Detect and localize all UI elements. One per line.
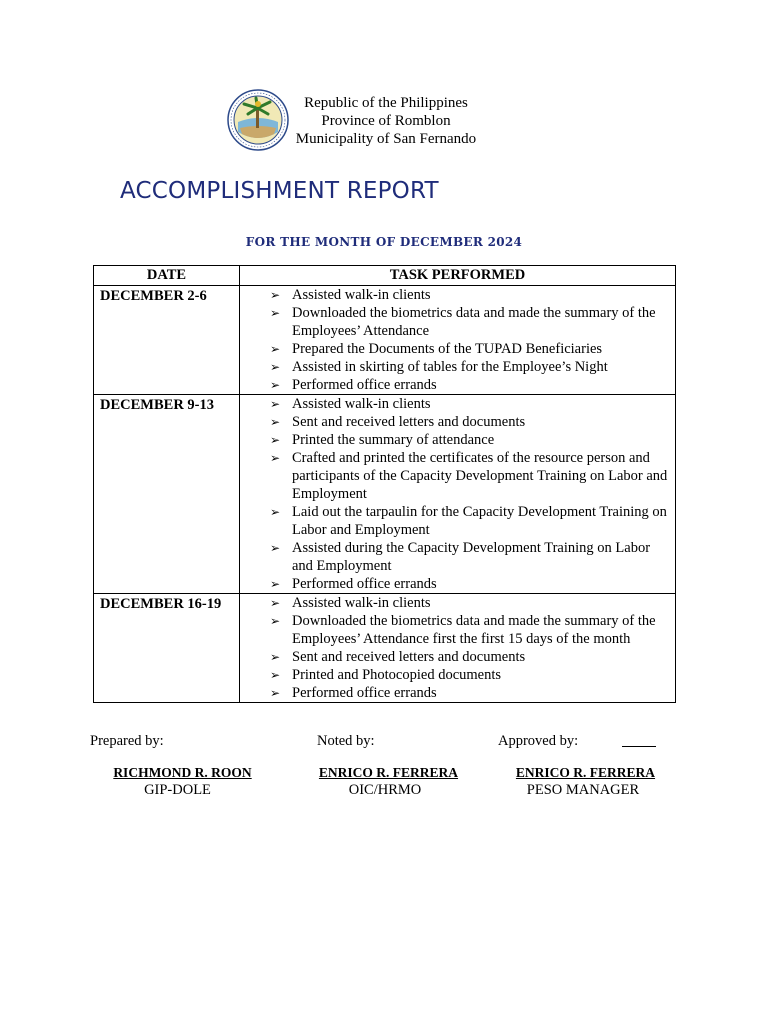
arrow-bullet-icon: ➢ — [270, 306, 281, 320]
signature-blank-line — [622, 746, 656, 747]
report-title: ACCOMPLISHMENT REPORT — [120, 178, 439, 204]
task-text: Sent and received letters and documents — [292, 414, 526, 430]
report-subtitle: FOR THE MONTH OF DECEMBER 2024 — [245, 235, 523, 249]
government-header-lines — [286, 94, 486, 148]
row-tasks — [240, 286, 676, 395]
list-item — [270, 304, 671, 340]
row-tasks — [240, 594, 676, 703]
task-text: Assisted walk-in clients — [292, 396, 431, 412]
list-item — [270, 395, 671, 413]
approved-by-name: ENRICO R. FERRERA — [515, 765, 656, 780]
municipal-seal-icon — [226, 88, 290, 152]
list-item — [270, 594, 671, 612]
task-text: Sent and received letters and documents — [292, 649, 526, 665]
arrow-bullet-icon: ➢ — [270, 596, 281, 610]
task-text: Performed office errands — [292, 377, 437, 393]
list-item — [270, 666, 671, 684]
task-text: Laid out the tarpaulin for the Capacity Development Training on Labor and Employment — [292, 504, 667, 538]
arrow-bullet-icon: ➢ — [270, 378, 281, 392]
table-row — [94, 395, 676, 594]
task-text: Crafted and printed the certificates of the resource person and participants of the Capacity Development Training on Labor and Employment — [292, 450, 668, 502]
prepared-by-role: GIP-DOLE — [144, 782, 211, 798]
column-header-task: TASK PERFORMED — [240, 266, 676, 286]
row-date: DECEMBER 16-19 — [94, 594, 240, 703]
list-item — [270, 286, 671, 304]
arrow-bullet-icon: ➢ — [270, 505, 281, 519]
prepared-by-name: RICHMOND R. ROON — [113, 765, 252, 780]
task-text: Printed and Photocopied documents — [292, 667, 502, 683]
task-text: Assisted in skirting of tables for the Employee’s Night — [292, 359, 608, 375]
task-text: Assisted during the Capacity Development Training on Labor and Employment — [292, 540, 651, 574]
approved-by-label: Approved by: — [498, 733, 579, 749]
arrow-bullet-icon: ➢ — [270, 668, 281, 682]
arrow-bullet-icon: ➢ — [270, 397, 281, 411]
list-item — [270, 539, 671, 575]
accomplishment-table — [93, 265, 676, 703]
task-list — [270, 286, 671, 394]
task-text: Performed office errands — [292, 685, 437, 701]
list-item — [270, 376, 671, 394]
approved-by-role: PESO MANAGER — [526, 782, 640, 798]
task-text: Downloaded the biometrics data and made the summary of the Employees’ Attendance — [292, 305, 656, 339]
table-row — [94, 286, 676, 395]
task-text: Downloaded the biometrics data and made the summary of the Employees’ Attendance first the first 15 days of the month — [292, 613, 656, 647]
task-text: Assisted walk-in clients — [292, 287, 431, 303]
task-text: Prepared the Documents of the TUPAD Beneficiaries — [292, 341, 603, 357]
arrow-bullet-icon: ➢ — [270, 577, 281, 591]
prepared-by-label: Prepared by: — [90, 733, 164, 749]
list-item — [270, 503, 671, 539]
row-date: DECEMBER 9-13 — [94, 395, 240, 594]
arrow-bullet-icon: ➢ — [270, 433, 281, 447]
arrow-bullet-icon: ➢ — [270, 360, 281, 374]
arrow-bullet-icon: ➢ — [270, 541, 281, 555]
task-text: Printed the summary of attendance — [292, 432, 495, 448]
noted-by-role: OIC/HRMO — [348, 782, 422, 798]
arrow-bullet-icon: ➢ — [270, 415, 281, 429]
task-text: Performed office errands — [292, 576, 437, 592]
task-list — [270, 395, 671, 593]
table-row — [94, 594, 676, 703]
list-item — [270, 648, 671, 666]
task-list — [270, 594, 671, 702]
list-item — [270, 340, 671, 358]
list-item — [270, 358, 671, 376]
arrow-bullet-icon: ➢ — [270, 686, 281, 700]
header-line-province: Province of Romblon — [321, 113, 451, 129]
noted-by-name: ENRICO R. FERRERA — [318, 765, 459, 780]
arrow-bullet-icon: ➢ — [270, 451, 281, 465]
list-item — [270, 413, 671, 431]
letterhead — [226, 88, 486, 158]
noted-by-label: Noted by: — [317, 733, 375, 749]
arrow-bullet-icon: ➢ — [270, 614, 281, 628]
table-header-row — [94, 266, 676, 286]
arrow-bullet-icon: ➢ — [270, 288, 281, 302]
arrow-bullet-icon: ➢ — [270, 650, 281, 664]
list-item — [270, 612, 671, 648]
row-date: DECEMBER 2-6 — [94, 286, 240, 395]
list-item — [270, 684, 671, 702]
header-line-municipality: Municipality of San Fernando — [295, 131, 477, 147]
list-item — [270, 431, 671, 449]
list-item — [270, 449, 671, 503]
arrow-bullet-icon: ➢ — [270, 342, 281, 356]
task-text: Assisted walk-in clients — [292, 595, 431, 611]
row-tasks — [240, 395, 676, 594]
column-header-date: DATE — [94, 266, 240, 286]
list-item — [270, 575, 671, 593]
header-line-country: Republic of the Philippines — [304, 95, 468, 111]
